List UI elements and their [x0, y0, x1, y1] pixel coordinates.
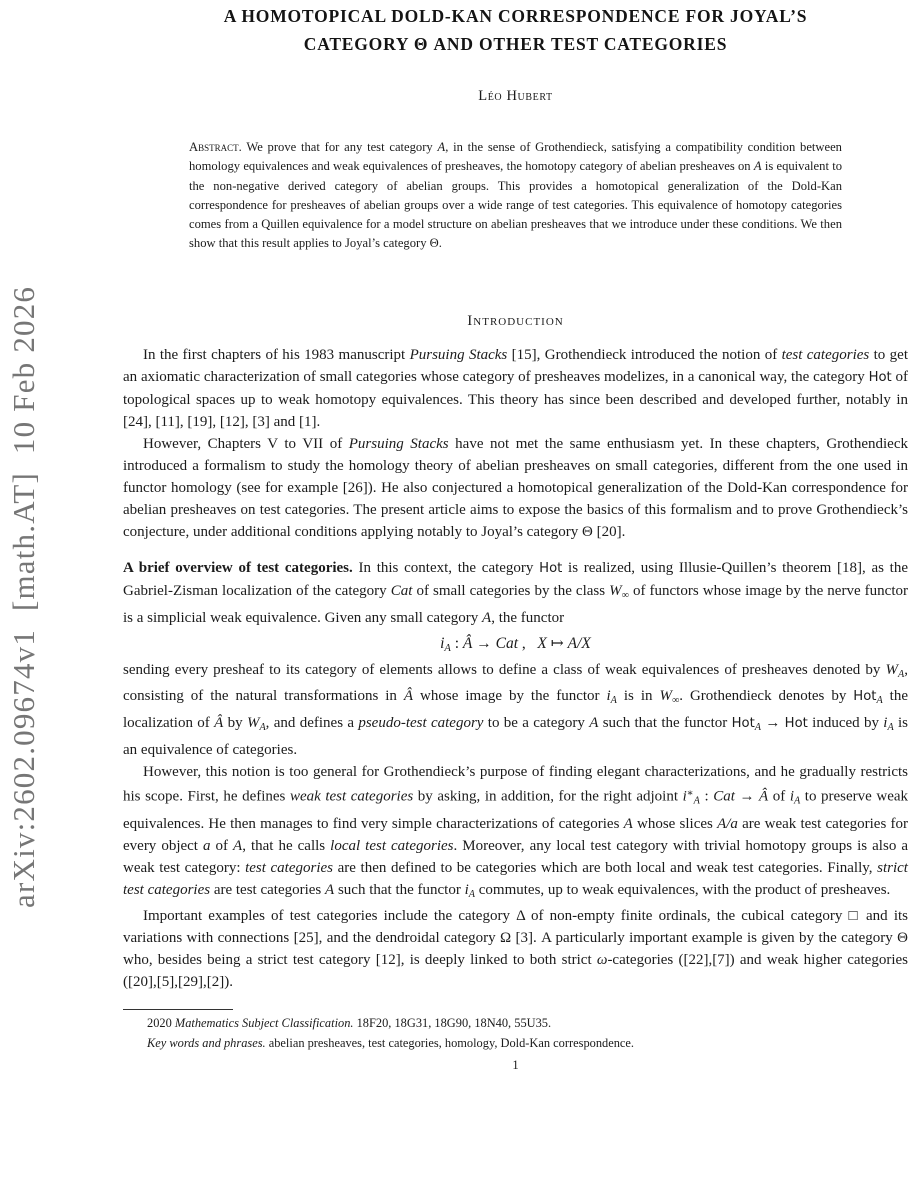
paper-title [123, 2, 908, 58]
page-number: 1 [512, 1058, 519, 1073]
section-heading-introduction: Introduction [467, 312, 564, 329]
author-name: Léo Hubert [478, 88, 553, 104]
test-category-definitions-paragraph: However, this notion is too general for Grothendieck’s purpose of finding elegant characterizations, and he gradually restricts his scope. First, he defines weak test categories by asking, in addition, for the right adjoint $i^∗_A$ : Cat → Â of $i_A$ to preserve weak equivalences. He then manages to find very simple characterizations of categories A whose slices A/a are weak test categories for every object a of A, that he calls local test categories. Moreover, any local test category with trivial homotopy groups is also a weak test category: test categories are then defined to be categories which are both local and weak test categories. Finally, strict test categories are test categories A such that the functor $i_A$ commutes, up to weak equivalences, with the product of presheaves. [123, 764, 909, 900]
footnote-rule [123, 1009, 233, 1010]
arxiv-watermark: arXiv:2602.09674v1 [math.AT] 10 Feb 2026 [6, 285, 41, 908]
examples-paragraph: Important examples of test categories include the category Δ of non-empty finite ordinals, the cubical category □ and its variations with connections [25], and the dendroidal category Ω [3]. A particularly important example is given by the category Θ who, besides being a strict test category [12], is deeply linked to both strict ω-categories ([22],[7]) and weak higher categories ([20],[5],[29],[2]). [123, 908, 908, 991]
paper-title-line-2: CATEGORY Θ AND OTHER TEST CATEGORIES [303, 34, 728, 54]
paper-page-column [123, 0, 908, 1073]
footnote-block [123, 1013, 908, 1053]
abstract: Abstract. We prove that for any test category A, in the sense of Grothendieck, satisfying a compatibility condition between homology equivalences and weak equivalences of presheaves, the homotopy category of abelian presheaves on A is equivalent to the non-negative derived category of abelian groups. This provides a homotopical generalization of the Dold-Kan correspondence for presheaves of abelian groups over a wide range of test categories. This equivalence of homotopy categories comes from a Quillen equivalence for a model structure on abelian presheaves that we introduce under these conditions. We then show that this result applies to Joyal’s category Θ. [189, 140, 842, 251]
paper-title-line-1: A HOMOTOPICAL DOLD-KAN CORRESPONDENCE FOR JOYAL’S [223, 6, 808, 26]
intro-paragraph-2: However, Chapters V to VII of Pursuing Stacks have not met the same enthusiasm yet. In these chapters, Grothendieck introduced a formalism to study the homology theory of abelian presheaves on small categories, different from the one used in functor homology (see for example [26]). He also conjectured a homotopical generalization of the Dold-Kan correspondence for abelian presheaves on test categories. The present article aims to expose the basics of this formalism and to prove Grothendieck’s conjecture, under additional conditions applying notably to Joyal’s category Θ [20]. [123, 435, 908, 540]
display-formula: $i_A$ : Â → Cat , X ↦ A/X [440, 634, 591, 654]
footnote-keywords: Key words and phrases. abelian presheaves, test categories, homology, Dold-Kan correspondence. [147, 1036, 635, 1051]
intro-paragraph-1: In the first chapters of his 1983 manuscript Pursuing Stacks [15], Grothendieck introduced the notion of test categories to get an axiomatic characterization of small categories whose category of presheaves modelizes, in a canonical way, the category Hot of topological spaces up to weak homotopy equivalences. This theory has since been described and developed further, notably in [24], [11], [19], [12], [3] and [1]. [123, 346, 908, 430]
overview-lead-paragraph: A brief overview of test categories. In this context, the category Hot is realized, using Illusie-Quillen’s theorem [18], as the Gabriel-Zisman localization of the category Cat of small categories by the class $W_\infty$ of functors whose image by the nerve functor is a simplicial weak equivalence. Given any small category A, the functor [123, 559, 909, 626]
footnote-msc: 2020 Mathematics Subject Classification. 18F20, 18G31, 18G90, 18N40, 55U35. [147, 1016, 552, 1031]
weak-equivalences-paragraph: sending every presheaf to its category of elements allows to define a class of weak equivalences of presheaves denoted by $W_A$, consisting of the natural transformations in Â whose image by the functor $i_A$ is in $W_\infty$. Grothendieck denotes by Hot$_A$ the localization of Â by $W_A$, and defines a pseudo-test category to be a category A such that the functor Hot$_A$ → Hot induced by $i_A$ is an equivalence of categories. [123, 661, 909, 759]
